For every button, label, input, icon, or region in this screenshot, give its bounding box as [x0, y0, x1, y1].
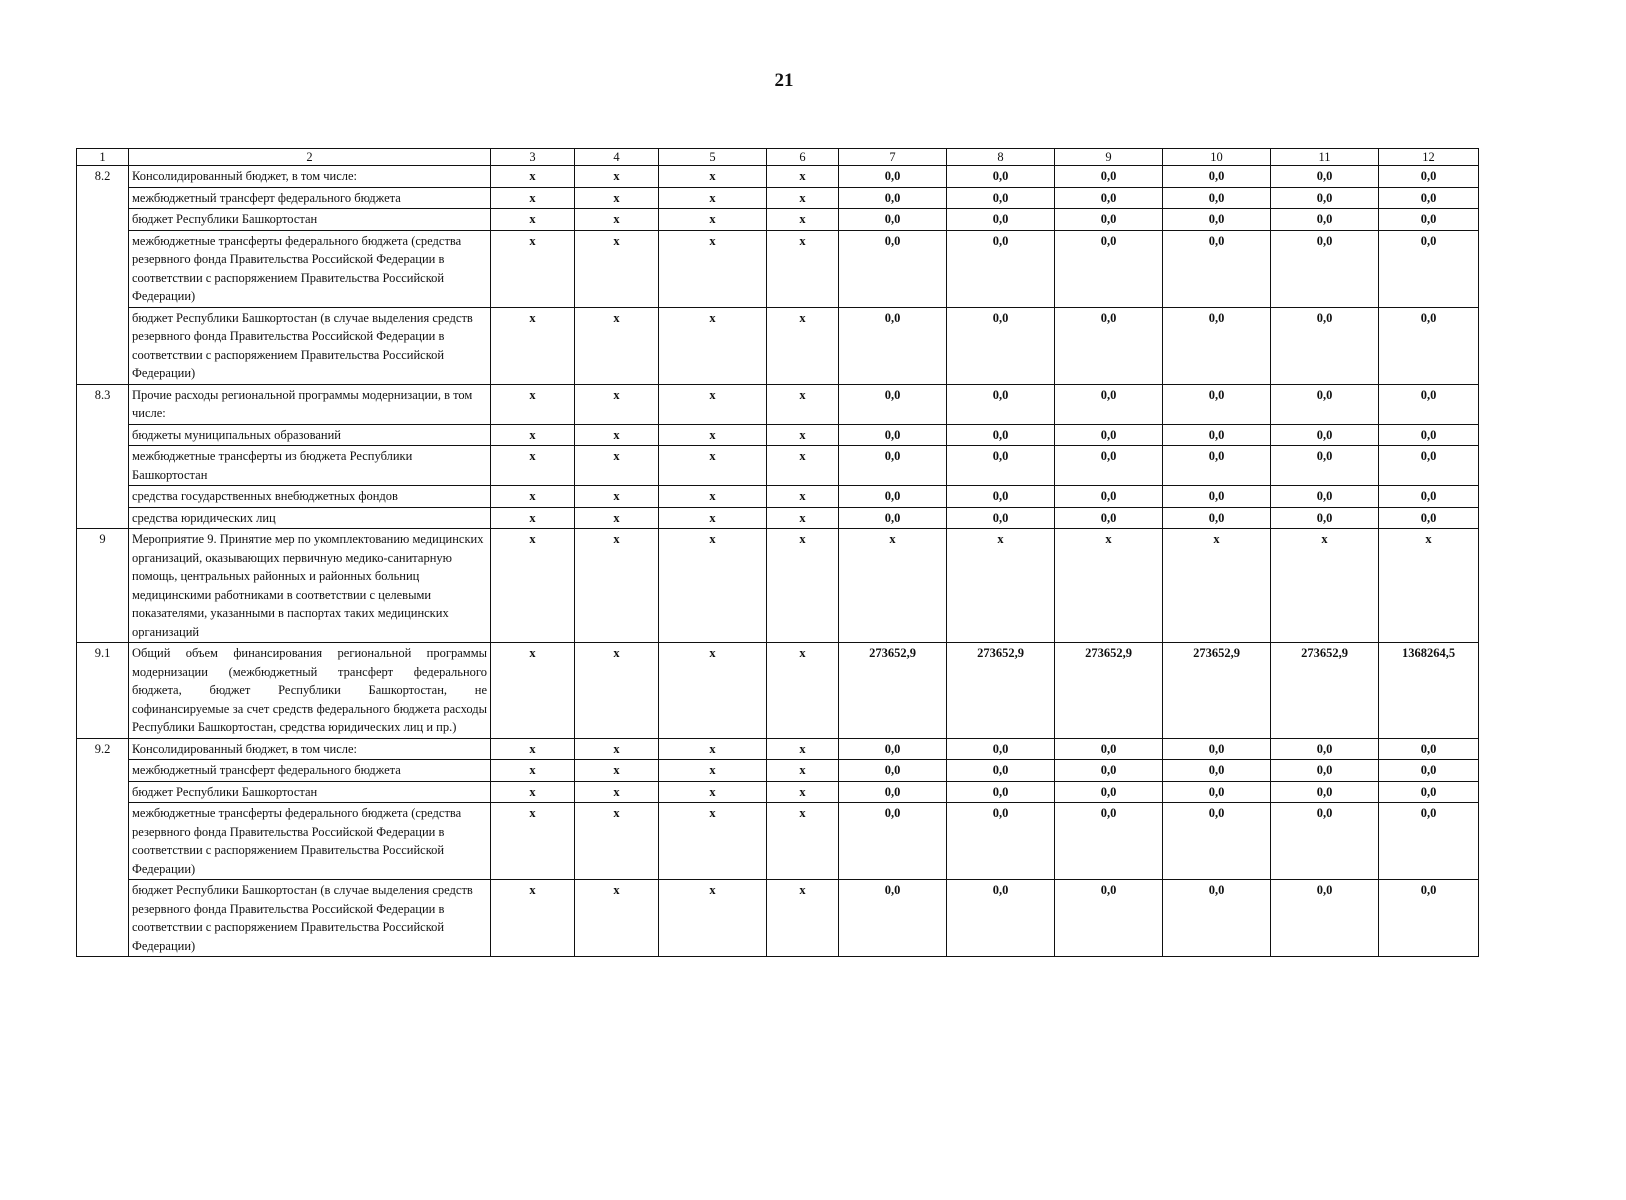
value-cell: 0,0	[1055, 209, 1163, 231]
value-cell: 0,0	[1379, 166, 1479, 188]
value-cell: 0,0	[1055, 760, 1163, 782]
value-cell: x	[767, 187, 839, 209]
value-cell: x	[659, 507, 767, 529]
value-cell: x	[659, 529, 767, 643]
value-cell: 0,0	[1163, 307, 1271, 384]
value-cell: 0,0	[1379, 209, 1479, 231]
value-cell: x	[575, 166, 659, 188]
value-cell: x	[491, 880, 575, 957]
value-cell: 0,0	[1163, 424, 1271, 446]
value-cell: 0,0	[1163, 230, 1271, 307]
value-cell: x	[575, 187, 659, 209]
value-cell: 0,0	[1271, 507, 1379, 529]
value-cell: 0,0	[1271, 486, 1379, 508]
value-cell: x	[575, 529, 659, 643]
value-cell: 0,0	[839, 187, 947, 209]
value-cell: x	[491, 781, 575, 803]
value-cell: 0,0	[1163, 166, 1271, 188]
value-cell: 0,0	[1379, 781, 1479, 803]
value-cell: 0,0	[1271, 307, 1379, 384]
column-header: 3	[491, 149, 575, 166]
value-cell: x	[767, 209, 839, 231]
value-cell: x	[491, 424, 575, 446]
value-cell: 0,0	[1379, 424, 1479, 446]
row-description-cell: бюджет Республики Башкортостан	[129, 781, 491, 803]
value-cell: x	[767, 643, 839, 739]
value-cell: 0,0	[839, 803, 947, 880]
value-cell: x	[575, 209, 659, 231]
value-cell: 0,0	[1163, 760, 1271, 782]
value-cell: 0,0	[947, 486, 1055, 508]
value-cell: 0,0	[1271, 760, 1379, 782]
row-description-cell: Консолидированный бюджет, в том числе:	[129, 738, 491, 760]
value-cell: 273652,9	[1055, 643, 1163, 739]
page-number: 21	[774, 70, 794, 91]
value-cell: 0,0	[1379, 738, 1479, 760]
value-cell: 0,0	[947, 424, 1055, 446]
budget-table	[76, 148, 1479, 957]
value-cell: x	[1163, 529, 1271, 643]
value-cell: 0,0	[839, 424, 947, 446]
column-header: 9	[1055, 149, 1163, 166]
value-cell: x	[491, 307, 575, 384]
value-cell: x	[767, 486, 839, 508]
value-cell: x	[659, 781, 767, 803]
value-cell: 0,0	[839, 446, 947, 486]
value-cell: x	[575, 424, 659, 446]
value-cell: 0,0	[839, 209, 947, 231]
value-cell: x	[575, 760, 659, 782]
column-header: 7	[839, 149, 947, 166]
row-description-cell: межбюджетный трансферт федерального бюджета	[129, 760, 491, 782]
value-cell: x	[659, 384, 767, 424]
table-row	[77, 760, 1479, 782]
value-cell: x	[575, 446, 659, 486]
value-cell: 0,0	[839, 307, 947, 384]
value-cell: x	[491, 187, 575, 209]
value-cell: 0,0	[839, 880, 947, 957]
value-cell: x	[767, 384, 839, 424]
column-header: 5	[659, 149, 767, 166]
value-cell: x	[659, 307, 767, 384]
value-cell: 0,0	[1271, 424, 1379, 446]
value-cell: x	[491, 529, 575, 643]
row-description-cell: межбюджетные трансферты из бюджета Республики Башкортостан	[129, 446, 491, 486]
value-cell: 0,0	[947, 187, 1055, 209]
table-row	[77, 209, 1479, 231]
value-cell: x	[575, 307, 659, 384]
table-row	[77, 446, 1479, 486]
table-row	[77, 187, 1479, 209]
value-cell: 0,0	[1163, 803, 1271, 880]
row-description-cell: межбюджетные трансферты федерального бюджета (средства резервного фонда Правительства Российской Федерации в соответствии с распоряжением Правительства Российской Федерации)	[129, 230, 491, 307]
row-number-cell: 9.2	[77, 738, 129, 957]
value-cell: x	[767, 760, 839, 782]
column-header: 2	[129, 149, 491, 166]
value-cell: x	[491, 507, 575, 529]
value-cell: 0,0	[1271, 166, 1379, 188]
value-cell: x	[491, 209, 575, 231]
value-cell: x	[575, 803, 659, 880]
value-cell: 0,0	[947, 803, 1055, 880]
value-cell: 0,0	[1055, 803, 1163, 880]
value-cell: x	[659, 760, 767, 782]
value-cell: x	[659, 880, 767, 957]
value-cell: x	[575, 880, 659, 957]
row-description-cell: средства юридических лиц	[129, 507, 491, 529]
value-cell: x	[947, 529, 1055, 643]
value-cell: 0,0	[947, 760, 1055, 782]
table-row	[77, 507, 1479, 529]
table-row	[77, 230, 1479, 307]
value-cell: 0,0	[1055, 424, 1163, 446]
value-cell: 0,0	[1163, 486, 1271, 508]
table-row	[77, 803, 1479, 880]
column-header: 12	[1379, 149, 1479, 166]
column-header: 6	[767, 149, 839, 166]
value-cell: 0,0	[1055, 781, 1163, 803]
value-cell: 0,0	[1055, 166, 1163, 188]
value-cell: x	[575, 486, 659, 508]
value-cell: 0,0	[1271, 880, 1379, 957]
value-cell: 0,0	[1163, 187, 1271, 209]
value-cell: x	[659, 209, 767, 231]
table-row	[77, 384, 1479, 424]
value-cell: x	[1055, 529, 1163, 643]
value-cell: 0,0	[947, 880, 1055, 957]
value-cell: x	[767, 230, 839, 307]
value-cell: x	[839, 529, 947, 643]
value-cell: 0,0	[839, 738, 947, 760]
value-cell: 0,0	[947, 507, 1055, 529]
row-description-cell: бюджеты муниципальных образований	[129, 424, 491, 446]
table-row	[77, 307, 1479, 384]
value-cell: 0,0	[1163, 738, 1271, 760]
value-cell: 0,0	[1271, 781, 1379, 803]
value-cell: 0,0	[1055, 307, 1163, 384]
value-cell: 0,0	[1055, 230, 1163, 307]
value-cell: x	[659, 486, 767, 508]
value-cell: x	[767, 529, 839, 643]
value-cell: 273652,9	[1163, 643, 1271, 739]
value-cell: x	[491, 803, 575, 880]
value-cell: x	[767, 781, 839, 803]
value-cell: 0,0	[1379, 446, 1479, 486]
value-cell: x	[767, 166, 839, 188]
value-cell: 0,0	[839, 384, 947, 424]
value-cell: 0,0	[1271, 384, 1379, 424]
value-cell: 0,0	[947, 230, 1055, 307]
value-cell: x	[491, 486, 575, 508]
column-header: 1	[77, 149, 129, 166]
value-cell: 0,0	[1379, 803, 1479, 880]
value-cell: 0,0	[1163, 781, 1271, 803]
table-header-row	[77, 149, 1479, 166]
value-cell: x	[767, 880, 839, 957]
row-description-cell: средства государственных внебюджетных фондов	[129, 486, 491, 508]
value-cell: 0,0	[947, 307, 1055, 384]
value-cell: x	[1271, 529, 1379, 643]
table-row	[77, 643, 1479, 739]
column-header: 8	[947, 149, 1055, 166]
value-cell: 0,0	[1271, 230, 1379, 307]
row-description-cell: Консолидированный бюджет, в том числе:	[129, 166, 491, 188]
value-cell: x	[1379, 529, 1479, 643]
value-cell: x	[491, 643, 575, 739]
value-cell: 0,0	[1163, 446, 1271, 486]
value-cell: 0,0	[1379, 384, 1479, 424]
value-cell: 0,0	[1163, 507, 1271, 529]
value-cell: x	[659, 738, 767, 760]
row-description-cell: Общий объем финансирования региональной программы модернизации (межбюджетный трансферт федерального бюджета, бюджет Республики Башкортостан, не софинансируемые за счет средств федерального бюджета расходы Республики Башкортостан, средства юридических лиц и пр.)	[129, 643, 491, 739]
value-cell: 0,0	[1379, 230, 1479, 307]
value-cell: x	[491, 446, 575, 486]
value-cell: 0,0	[839, 760, 947, 782]
value-cell: 1368264,5	[1379, 643, 1479, 739]
row-number-cell: 8.2	[77, 166, 129, 385]
table-row	[77, 880, 1479, 957]
value-cell: x	[575, 230, 659, 307]
value-cell: x	[575, 384, 659, 424]
row-number-cell: 9.1	[77, 643, 129, 739]
table-row	[77, 166, 1479, 188]
value-cell: 273652,9	[947, 643, 1055, 739]
row-description-cell: Мероприятие 9. Принятие мер по укомплектованию медицинских организаций, оказывающих первичную медико-санитарную помощь, центральных районных и районных больниц медицинскими работниками в соответствии с целевыми показателями, указанными в паспортах таких медицинских организаций	[129, 529, 491, 643]
value-cell: x	[575, 781, 659, 803]
row-number-cell: 9	[77, 529, 129, 643]
value-cell: x	[767, 738, 839, 760]
value-cell: 0,0	[947, 209, 1055, 231]
value-cell: x	[767, 446, 839, 486]
value-cell: x	[659, 424, 767, 446]
table-row	[77, 529, 1479, 643]
value-cell: 0,0	[1379, 760, 1479, 782]
value-cell: x	[659, 446, 767, 486]
value-cell: 0,0	[1163, 880, 1271, 957]
value-cell: 0,0	[839, 166, 947, 188]
value-cell: x	[659, 643, 767, 739]
value-cell: 0,0	[947, 384, 1055, 424]
value-cell: 0,0	[1055, 446, 1163, 486]
column-header: 11	[1271, 149, 1379, 166]
value-cell: x	[767, 424, 839, 446]
value-cell: 0,0	[839, 230, 947, 307]
value-cell: 0,0	[839, 486, 947, 508]
value-cell: x	[491, 384, 575, 424]
value-cell: x	[575, 507, 659, 529]
value-cell: 0,0	[1055, 384, 1163, 424]
value-cell: x	[491, 738, 575, 760]
value-cell: 0,0	[839, 781, 947, 803]
value-cell: 273652,9	[839, 643, 947, 739]
column-header: 4	[575, 149, 659, 166]
value-cell: x	[491, 166, 575, 188]
value-cell: x	[491, 760, 575, 782]
value-cell: 0,0	[947, 738, 1055, 760]
value-cell: 273652,9	[1271, 643, 1379, 739]
row-description-cell: межбюджетный трансферт федерального бюджета	[129, 187, 491, 209]
row-description-cell: бюджет Республики Башкортостан (в случае выделения средств резервного фонда Правительства Российской Федерации в соответствии с распоряжением Правительства Российской Федерации)	[129, 880, 491, 957]
value-cell: 0,0	[1271, 209, 1379, 231]
row-description-cell: межбюджетные трансферты федерального бюджета (средства резервного фонда Правительства Российской Федерации в соответствии с распоряжением Правительства Российской Федерации)	[129, 803, 491, 880]
value-cell: 0,0	[1055, 880, 1163, 957]
table-row	[77, 738, 1479, 760]
value-cell: 0,0	[839, 507, 947, 529]
value-cell: 0,0	[947, 166, 1055, 188]
value-cell: 0,0	[1271, 446, 1379, 486]
value-cell: 0,0	[1055, 738, 1163, 760]
value-cell: 0,0	[1379, 880, 1479, 957]
value-cell: x	[575, 643, 659, 739]
value-cell: 0,0	[1271, 738, 1379, 760]
value-cell: 0,0	[1055, 507, 1163, 529]
value-cell: x	[767, 507, 839, 529]
table-row	[77, 781, 1479, 803]
value-cell: x	[491, 230, 575, 307]
row-description-cell: Прочие расходы региональной программы модернизации, в том числе:	[129, 384, 491, 424]
value-cell: x	[575, 738, 659, 760]
value-cell: x	[659, 187, 767, 209]
value-cell: x	[659, 166, 767, 188]
value-cell: x	[659, 803, 767, 880]
value-cell: x	[659, 230, 767, 307]
value-cell: 0,0	[1055, 187, 1163, 209]
value-cell: 0,0	[1379, 187, 1479, 209]
column-header: 10	[1163, 149, 1271, 166]
value-cell: 0,0	[1163, 384, 1271, 424]
table-row	[77, 486, 1479, 508]
row-number-cell: 8.3	[77, 384, 129, 529]
table-row	[77, 424, 1479, 446]
value-cell: 0,0	[1379, 307, 1479, 384]
row-description-cell: бюджет Республики Башкортостан (в случае выделения средств резервного фонда Правительства Российской Федерации в соответствии с распоряжением Правительства Российской Федерации)	[129, 307, 491, 384]
row-description-cell: бюджет Республики Башкортостан	[129, 209, 491, 231]
value-cell: 0,0	[1379, 507, 1479, 529]
value-cell: 0,0	[947, 781, 1055, 803]
value-cell: 0,0	[1379, 486, 1479, 508]
value-cell: 0,0	[1271, 803, 1379, 880]
value-cell: 0,0	[1163, 209, 1271, 231]
value-cell: 0,0	[947, 446, 1055, 486]
value-cell: 0,0	[1271, 187, 1379, 209]
value-cell: x	[767, 307, 839, 384]
value-cell: x	[767, 803, 839, 880]
value-cell: 0,0	[1055, 486, 1163, 508]
